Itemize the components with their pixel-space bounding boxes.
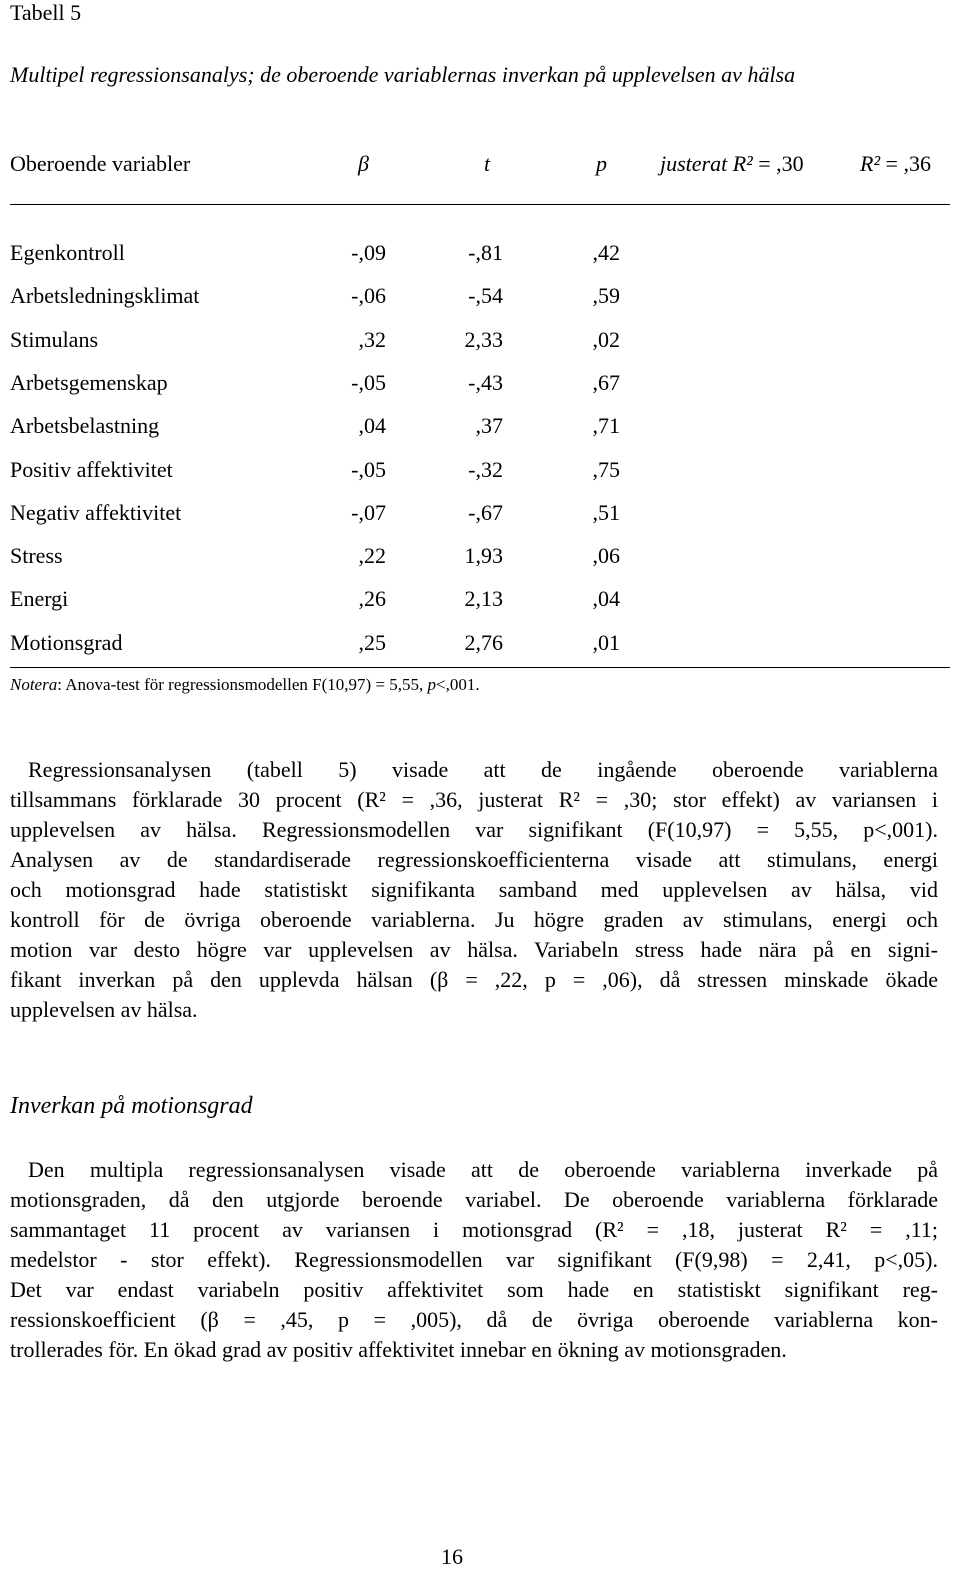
table-row [10,240,630,266]
row-beta: ,04 [358,413,386,439]
row-p: ,01 [592,629,620,655]
paragraph-line: Det var endast variabeln positiv affektivitet som hade en statistiskt signifikant reg- [10,1277,938,1302]
paragraph-line: medelstor - stor effekt). Regressionsmodellen var signifikant (F(9,98) = 2,41, p<,05). [10,1247,938,1272]
row-t: -,54 [468,283,503,309]
paragraph-line: och motionsgrad hade statistiskt signifikanta samband med upplevelsen av hälsa, vid [10,877,938,902]
paragraph-line: kontroll för de övriga oberoende variablerna. Ju högre graden av stimulans, energi och [10,907,938,932]
table-row [10,283,630,309]
row-p: ,71 [592,413,620,439]
row-t: -,81 [468,240,503,265]
row-beta: -,06 [351,283,386,309]
row-t: -,43 [468,369,503,395]
table-caption: Multipel regressionsanalys; de oberoende variablernas inverkan på upplevelsen av hälsa [10,62,796,87]
row-beta: ,22 [358,543,386,569]
paragraph-line: tillsammans förklarade 30 procent (R² = ,36, justerat R² = ,30; stor effekt) av variansen i [10,787,938,812]
row-variable-name: Positiv affektivitet [10,456,173,482]
paragraph-line: ressionskoefficient (β = ,45, p = ,005), då de övriga oberoende variablerna kon- [10,1307,938,1332]
table-row [10,327,630,353]
motionsgrad-paragraph [10,1155,938,1365]
header-variables: Oberoende variabler [10,151,191,176]
header-t: t [484,151,491,176]
row-p: ,59 [592,283,620,309]
row-t: 2,13 [464,586,503,612]
row-t: -,67 [468,499,503,525]
paragraph-line: upplevelsen av hälsa. [10,997,198,1022]
row-beta: -,05 [351,456,386,482]
row-p: ,51 [592,499,620,525]
paragraph-line: Regressionsanalysen (tabell 5) visade att de ingående oberoende variablerna [28,757,938,782]
table-row [10,500,630,526]
header-r2 [860,151,931,177]
header-p: p [596,151,607,176]
row-t: ,37 [475,413,503,439]
row-p: ,04 [592,586,620,612]
header-adjusted-r2 [660,151,804,177]
row-t: -,32 [468,456,503,482]
paragraph-line: sammantaget 11 procent av variansen i motionsgrad (R² = ,18, justerat R² = ,11; [10,1217,938,1242]
paragraph-line: trollerades för. En ökad grad av positiv affektivitet innebar en ökning av motionsgraden. [10,1337,787,1362]
row-beta: -,05 [351,369,386,395]
row-variable-name: Arbetsledningsklimat [10,283,200,309]
row-t: 2,33 [464,326,503,352]
note-p: p [427,675,437,694]
table-row [10,630,630,656]
table-row [10,543,630,569]
row-variable-name: Negativ affektivitet [10,499,182,525]
results-paragraph [10,755,938,1025]
note-text: : Anova-test för regressionsmodellen F(10,97) = 5,55, [57,675,428,694]
row-beta: -,07 [351,499,386,525]
row-p: ,67 [592,369,620,395]
paragraph-line: Den multipla regressionsanalysen visade att de oberoende variablerna inverkade på [28,1157,938,1182]
row-p: ,75 [592,456,620,482]
table-row [10,586,630,612]
row-variable-name: Motionsgrad [10,629,123,655]
row-variable-name: Arbetsbelastning [10,413,160,439]
row-p: ,42 [592,240,620,265]
row-variable-name: Energi [10,586,69,612]
row-t: 1,93 [464,543,503,569]
paragraph-line: motionsgraden, då den utgjorde beroende variabel. De oberoende variablerna förklarade [10,1187,938,1212]
row-beta: ,26 [358,586,386,612]
table-row [10,413,630,439]
table-title: Tabell 5 [10,0,82,25]
header-beta: β [358,151,369,176]
row-beta: ,32 [358,326,386,352]
note-label: Notera [10,675,58,694]
row-variable-name: Stimulans [10,326,99,352]
table-rule-top [10,204,950,205]
paragraph-line: upplevelsen av hälsa. Regressionsmodellen var signifikant (F(10,97) = 5,55, p<,001). [10,817,938,842]
adjusted-r2-label: justerat R² [660,151,753,176]
row-beta: -,09 [351,240,386,265]
row-p: ,02 [592,326,620,352]
row-variable-name: Arbetsgemenskap [10,369,168,395]
row-variable-name: Egenkontroll [10,240,125,265]
row-p: ,06 [592,543,620,569]
r2-label: R² [860,151,881,176]
paragraph-line: fikant inverkan på den upplevda hälsan (β = ,22, p = ,06), då stressen minskade ökade [10,967,938,992]
page-number: 16 [441,1544,463,1569]
paragraph-line: Analysen av de standardiserade regressionskoefficienterna visade att stimulans, energi [10,847,938,872]
note-text-end: <,001. [436,675,480,694]
table-row [10,370,630,396]
row-variable-name: Stress [10,543,63,569]
row-t: 2,76 [464,629,503,655]
table-note [10,675,480,695]
table-row [10,457,630,483]
r2-value: = ,36 [880,151,931,176]
table-rule-bottom [10,667,950,668]
paragraph-line: motion var desto högre var upplevelsen av hälsa. Variabeln stress hade nära på en signi- [10,937,938,962]
section-heading: Inverkan på motionsgrad [10,1093,253,1119]
row-beta: ,25 [358,629,386,655]
adjusted-r2-value: = ,30 [752,151,804,176]
